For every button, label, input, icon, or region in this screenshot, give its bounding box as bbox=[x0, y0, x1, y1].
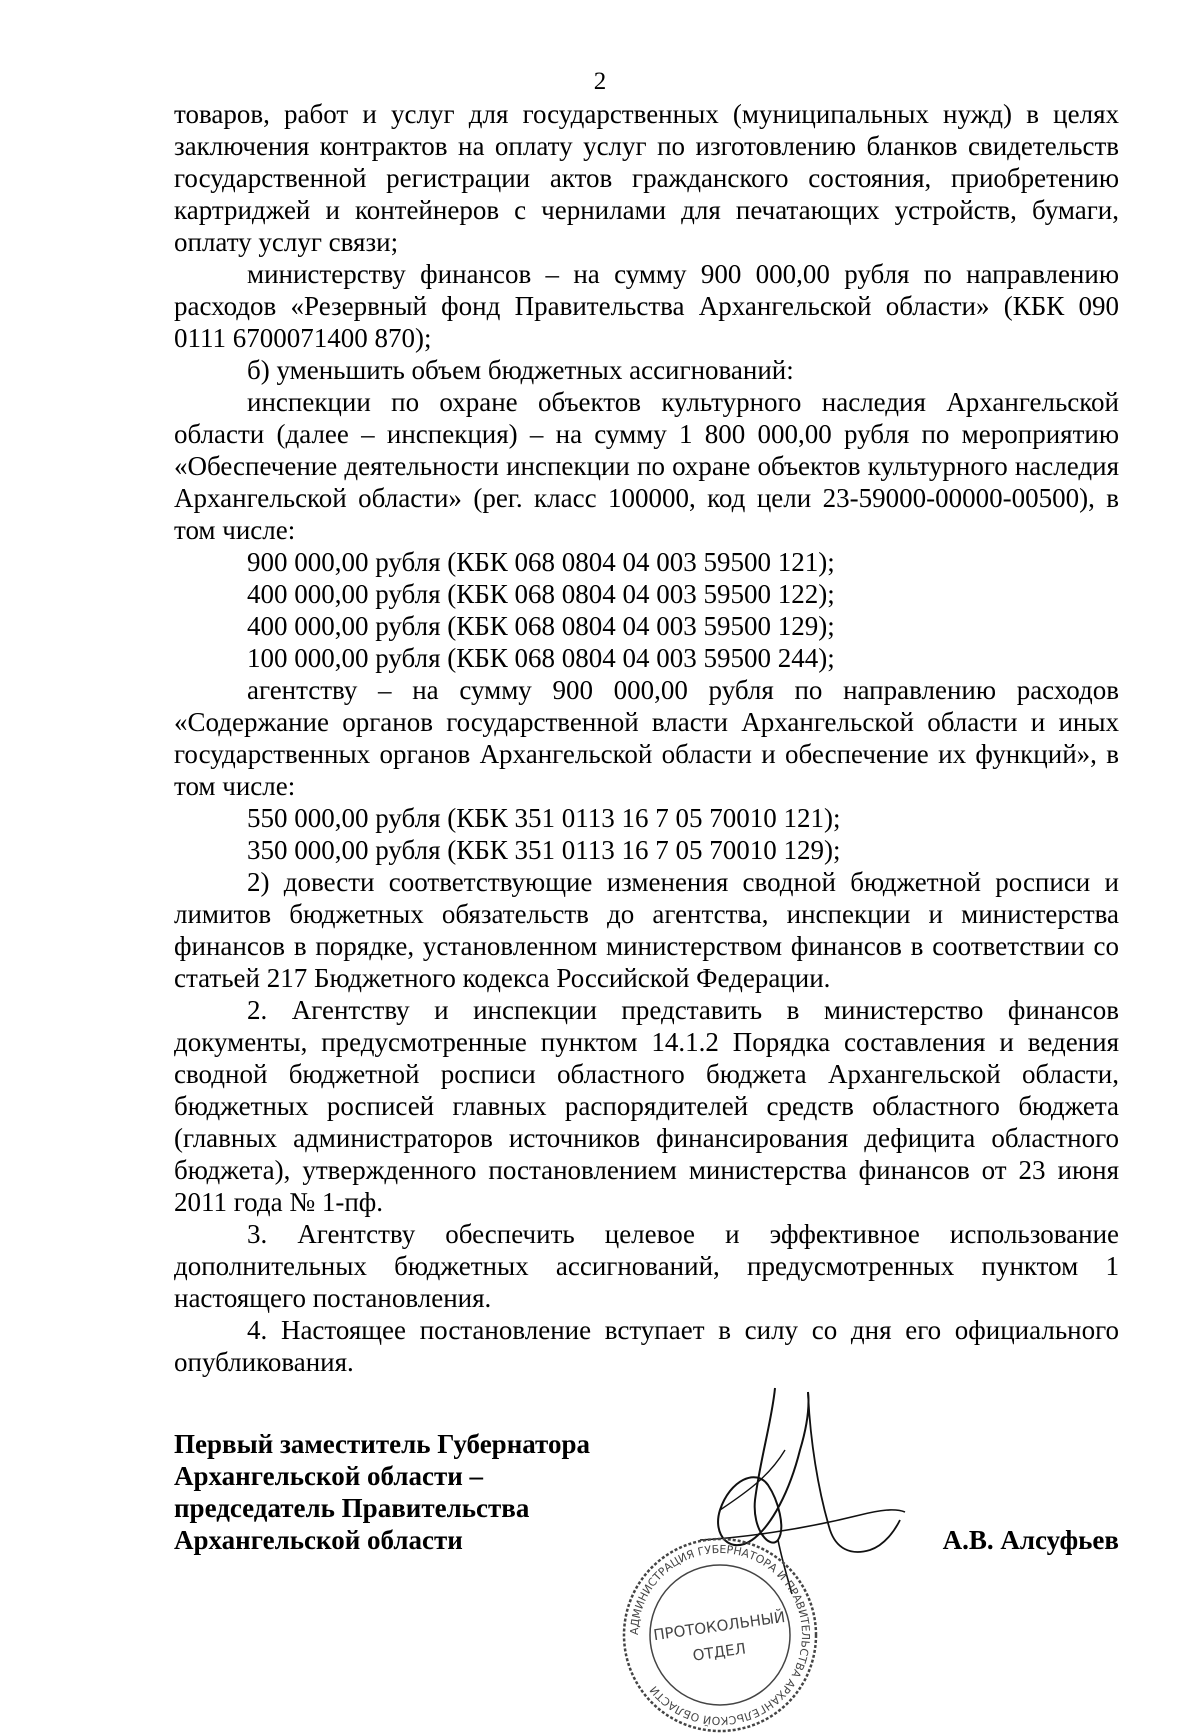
signatory-title bbox=[174, 1428, 674, 1556]
paragraph: 3. Агентству обеспечить целевое и эффективное использование дополнительных бюджетных ассигнований, предусмотренных пунктом 1 настоящего постановления. bbox=[174, 1219, 1119, 1313]
paragraph: 400 000,00 рубля (КБК 068 0804 04 003 59500 122); bbox=[247, 579, 835, 609]
paragraph: товаров, работ и услуг для государственных (муниципальных нужд) в целях заключения контрактов на оплату услуг по изготовлению бланков свидетельств государственной регистрации актов гражданского состояния, приобретению картриджей и контейнеров с чернилами для печатающих устройств, бумаги, оплату услуг связи; bbox=[174, 99, 1119, 257]
paragraph: 350 000,00 рубля (КБК 351 0113 16 7 05 70010 129); bbox=[247, 835, 841, 865]
paragraph: 4. Настоящее постановление вступает в силу со дня его официального опубликования. bbox=[174, 1315, 1119, 1377]
official-stamp bbox=[615, 1535, 825, 1735]
paragraph: инспекции по охране объектов культурного наследия Архангельской области (далее – инспекция) – на сумму 1 800 000,00 рубля по мероприятию «Обеспечение деятельности инспекции по охране объектов культурного наследия Архангельской области» (рег. класс 100000, код цели 23-59000-00000-00500), в том числе: bbox=[174, 387, 1119, 545]
stamp-text: ОТДЕЛ bbox=[691, 1639, 748, 1665]
signatory-title-line: председатель Правительства bbox=[174, 1493, 530, 1523]
paragraph: министерству финансов – на сумму 900 000,00 рубля по направлению расходов «Резервный фонд Правительства Архангельской области» (КБК 090 0111 6700071400 870); bbox=[174, 259, 1119, 353]
stamp-text: ПРОТОКОЛЬНЫЙ bbox=[652, 1607, 787, 1645]
paragraph: 900 000,00 рубля (КБК 068 0804 04 003 59500 121); bbox=[247, 547, 835, 577]
paragraph: 2. Агентству и инспекции представить в министерство финансов документы, предусмотренные пунктом 14.1.2 Порядка составления и ведения сводной бюджетной росписи областного бюджета Архангельской области, бюджетных росписей главных распорядителей средств областного бюджета (главных администраторов источников финансирования дефицита областного бюджета), утвержденного постановлением министерства финансов от 23 июня 2011 года № 1-пф. bbox=[174, 995, 1119, 1217]
paragraph: 400 000,00 рубля (КБК 068 0804 04 003 59500 129); bbox=[247, 611, 835, 641]
signatory-title-line: Архангельской области bbox=[174, 1525, 463, 1555]
stamp-ring-text: АДМИНИСТРАЦИЯ ГУБЕРНАТОРА И ПРАВИТЕЛЬСТВА АРХАНГЕЛЬСКОЙ ОБЛАСТИ bbox=[627, 1542, 813, 1728]
signatory-title-line: Первый заместитель Губернатора bbox=[174, 1429, 590, 1459]
signatory-title-line: Архангельской области – bbox=[174, 1461, 484, 1491]
paragraph: агентству – на сумму 900 000,00 рубля по направлению расходов «Содержание органов государственной власти Архангельской области и иных государственных органов Архангельской области и обеспечение их функций», в том числе: bbox=[174, 675, 1119, 801]
page-number: 2 bbox=[593, 68, 607, 95]
document-body bbox=[174, 98, 1119, 1378]
paragraph: б) уменьшить объем бюджетных ассигнований: bbox=[247, 355, 794, 385]
signatory-name: А.В. Алсуфьев bbox=[942, 1525, 1119, 1555]
paragraph: 550 000,00 рубля (КБК 351 0113 16 7 05 70010 121); bbox=[247, 803, 841, 833]
paragraph: 100 000,00 рубля (КБК 068 0804 04 003 59500 244); bbox=[247, 643, 835, 673]
paragraph: 2) довести соответствующие изменения сводной бюджетной росписи и лимитов бюджетных обязательств до агентства, инспекции и министерства финансов в порядке, установленном министерством финансов в соответствии со статьей 217 Бюджетного кодекса Российской Федерации. bbox=[174, 867, 1119, 993]
